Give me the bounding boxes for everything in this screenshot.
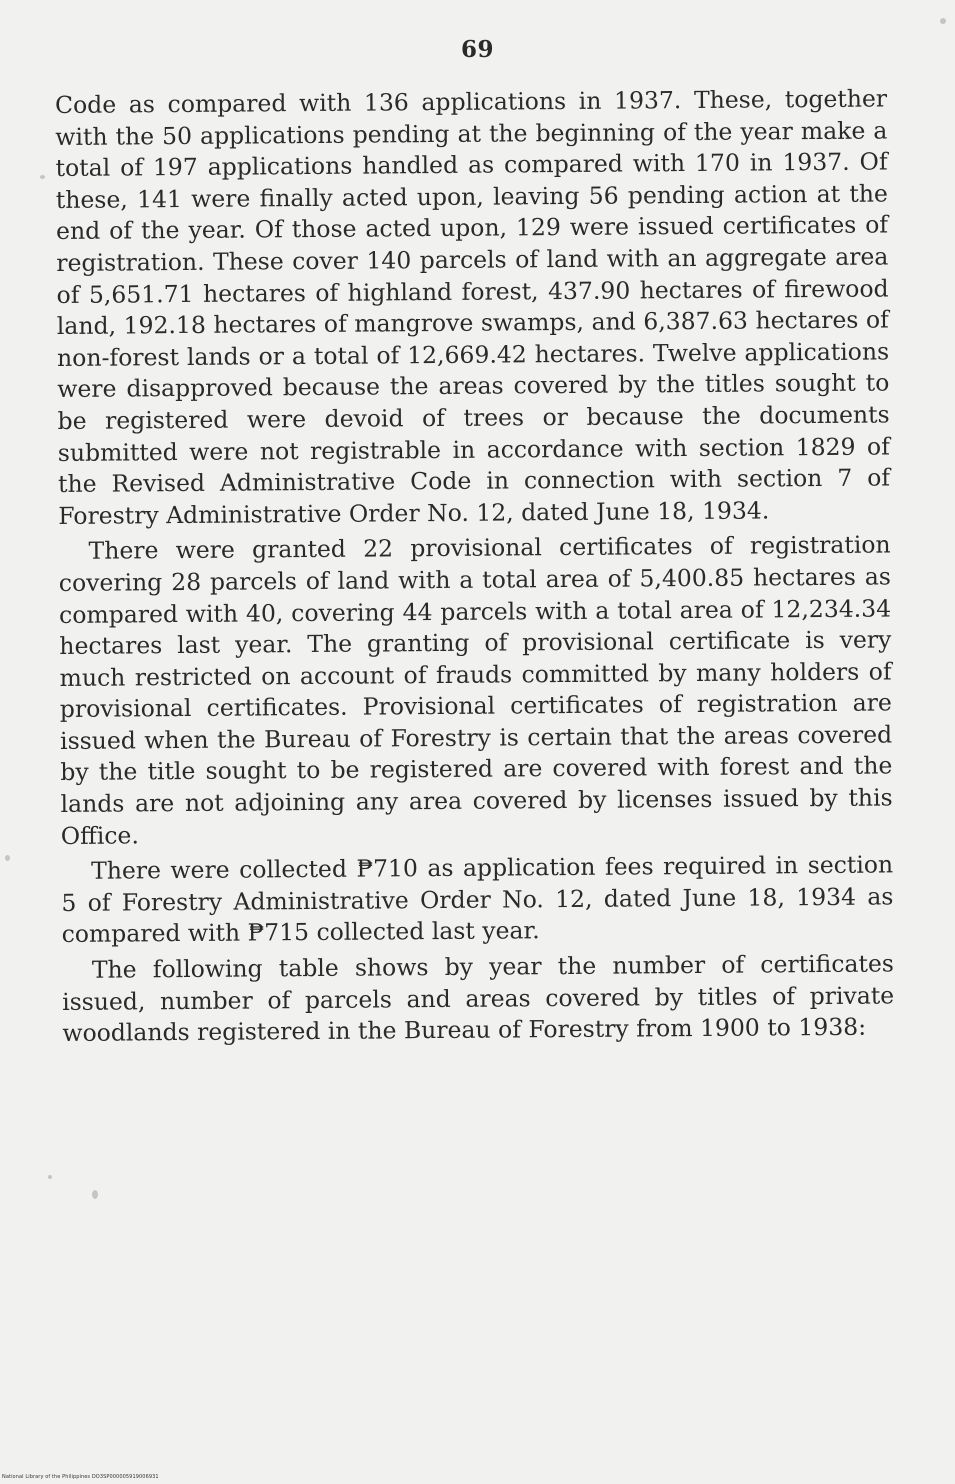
paper-speck [40,175,45,179]
paper-speck [940,18,946,24]
paragraph-1: Code as compared with 136 applications in 1937. These, together with the 50 applications pending at the beginning of the year make a total of 197 applications handled as compared with 170 in 1937. Of these, 141 were finally acted upon, leaving 56 pending action at the end of the year. Of those acted upon, 129 were issued certificates of registration. These cover 140 parcels of land with an aggregate area of 5,651.71 hectares of highland forest, 437.90 hectares of firewood land, 192.18 hectares of mangrove swamps, and 6,387.63 hectares of non-forest lands or a total of 12,669.42 hectares. Twelve applications were disapproved because the areas covered by the titles sought to be registered were devoid of trees or because the documents submitted were not registrable in accordance with section 1829 of the Revised Administrative Code in connection with section 7 of Forestry Administrative Order No. 12, dated June 18, 1934. [55,84,891,530]
body-text [55,83,895,1053]
paper-speck [5,855,10,861]
paragraph-3: There were collected ₱710 as application fees required in section 5 of Forestry Administrative Order No. 12, dated June 18, 1934 as compared with ₱715 collected last year. [61,850,894,949]
page-number: 69 [460,36,494,63]
footer-note: National Library of the Philippines DO3SP000005919006931 [2,1474,159,1480]
paragraph-4: The following table shows by year the number of certificates issued, number of parcels and areas covered by titles of private woodlands registered in the Bureau of Forestry from 1900 to 1938: [62,949,895,1048]
paragraph-2: There were granted 22 provisional certificates of registration covering 28 parcels of land with a total area of 5,400.85 hectares as compared with 40, covering 44 parcels with a total area of 12,234.34 hectares last year. The granting of provisional certificate is very much restricted on account of frauds committed by many holders of provisional certificates. Provisional certificates of registration are issued when the Bureau of Forestry is certain that the areas covered by the title sought to be registered are covered with forest and the lands are not adjoining any area covered by licenses issued by this Office. [58,530,893,850]
paper-speck [92,1190,98,1199]
paper-speck [48,1175,52,1179]
